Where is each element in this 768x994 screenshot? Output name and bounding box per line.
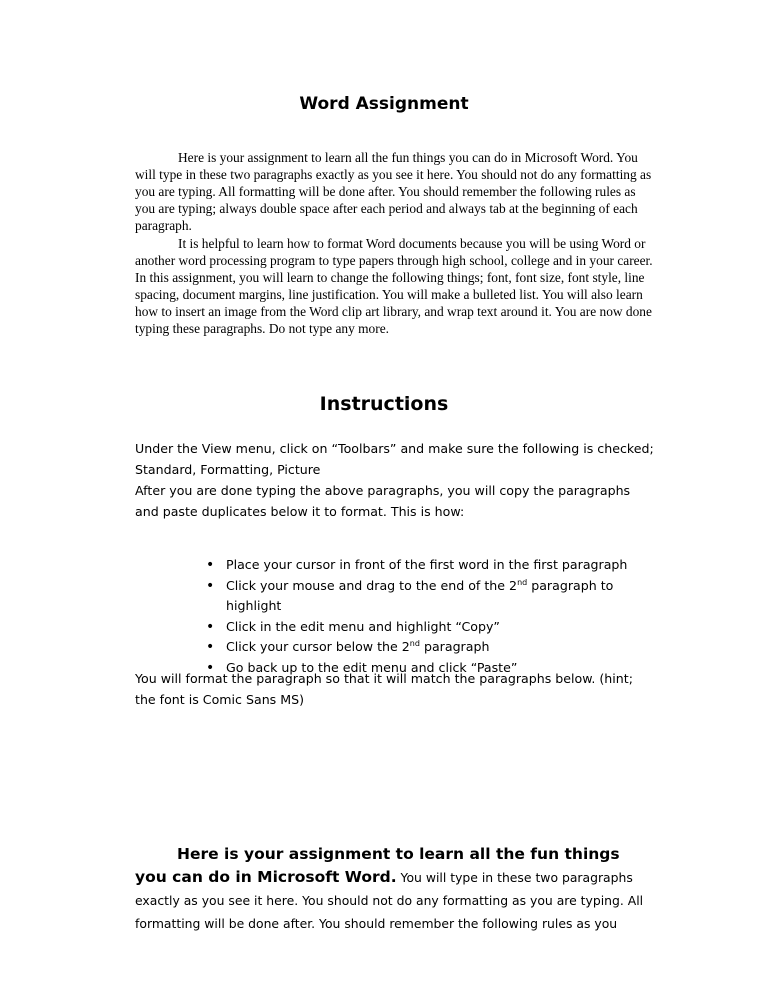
assignment-paragraph-2: It is helpful to learn how to format Word documents because you will be using Word or another word processing program to type papers through high school, college and in your career. In this assignment, you will learn to change the following things; font, font size, font style, line spacing, document margins, line justification. You will make a bulleted list. You will also learn how to insert an image from the Word clip art library, and wrap text around it. You are now done typing these paragraphs. Do not type any more. <box>135 236 653 336</box>
step-drag-text-b: paragraph to highlight <box>226 577 614 613</box>
list-item <box>206 617 666 638</box>
step-click-below-superscript: nd <box>409 639 420 648</box>
page-title: Word Assignment <box>299 94 469 114</box>
step-paste: Go back up to the edit menu and click “Paste” <box>226 659 518 675</box>
step-drag-superscript: nd <box>517 577 528 587</box>
sample-body-text: You will type in these two paragraphs exactly as you see it here. You should not do any formatting as you are typing. All formatting will be done after. You should remember the following rules as you <box>135 870 644 931</box>
list-item <box>206 576 666 617</box>
list-item <box>206 555 666 576</box>
step-place-cursor: Place your cursor in front of the first word in the first paragraph <box>226 557 628 572</box>
instructions-intro-toolbars: Under the View menu, click on “Toolbars” and make sure the following is checked; Standard, Formatting, Picture <box>135 441 654 477</box>
instructions-intro-copy: After you are done typing the above paragraphs, you will copy the paragraphs and paste duplicates below it to format. This is how: <box>135 483 631 519</box>
step-drag-text-a: Click your mouse and drag to the end of the 2 <box>226 577 518 593</box>
assignment-paragraph-1: Here is your assignment to learn all the fun things you can do in Microsoft Word. You will type in these two paragraphs exactly as you see it here. You should not do any formatting as you are typing. All formatting will be done after. You should remember the following rules as you are typing; always double space after each period and always tab at the beginning of each paragraph. <box>135 150 652 233</box>
list-item <box>206 637 666 658</box>
step-click-below-a: Click your cursor below the 2 <box>226 639 410 654</box>
step-click-below-b: paragraph <box>419 639 490 654</box>
step-copy: Click in the edit menu and highlight “Copy” <box>226 618 500 634</box>
instructions-format-hint: You will format the paragraph so that it will match the paragraphs below. (hint; the font is Comic Sans MS) <box>135 671 633 707</box>
sample-bold-lead: Here is your assignment to learn all the fun things you can do in Microsoft Word. <box>135 845 620 886</box>
formatted-sample-paragraph <box>135 843 655 935</box>
instruction-steps-list <box>206 555 666 678</box>
instructions-heading: Instructions <box>319 393 449 415</box>
